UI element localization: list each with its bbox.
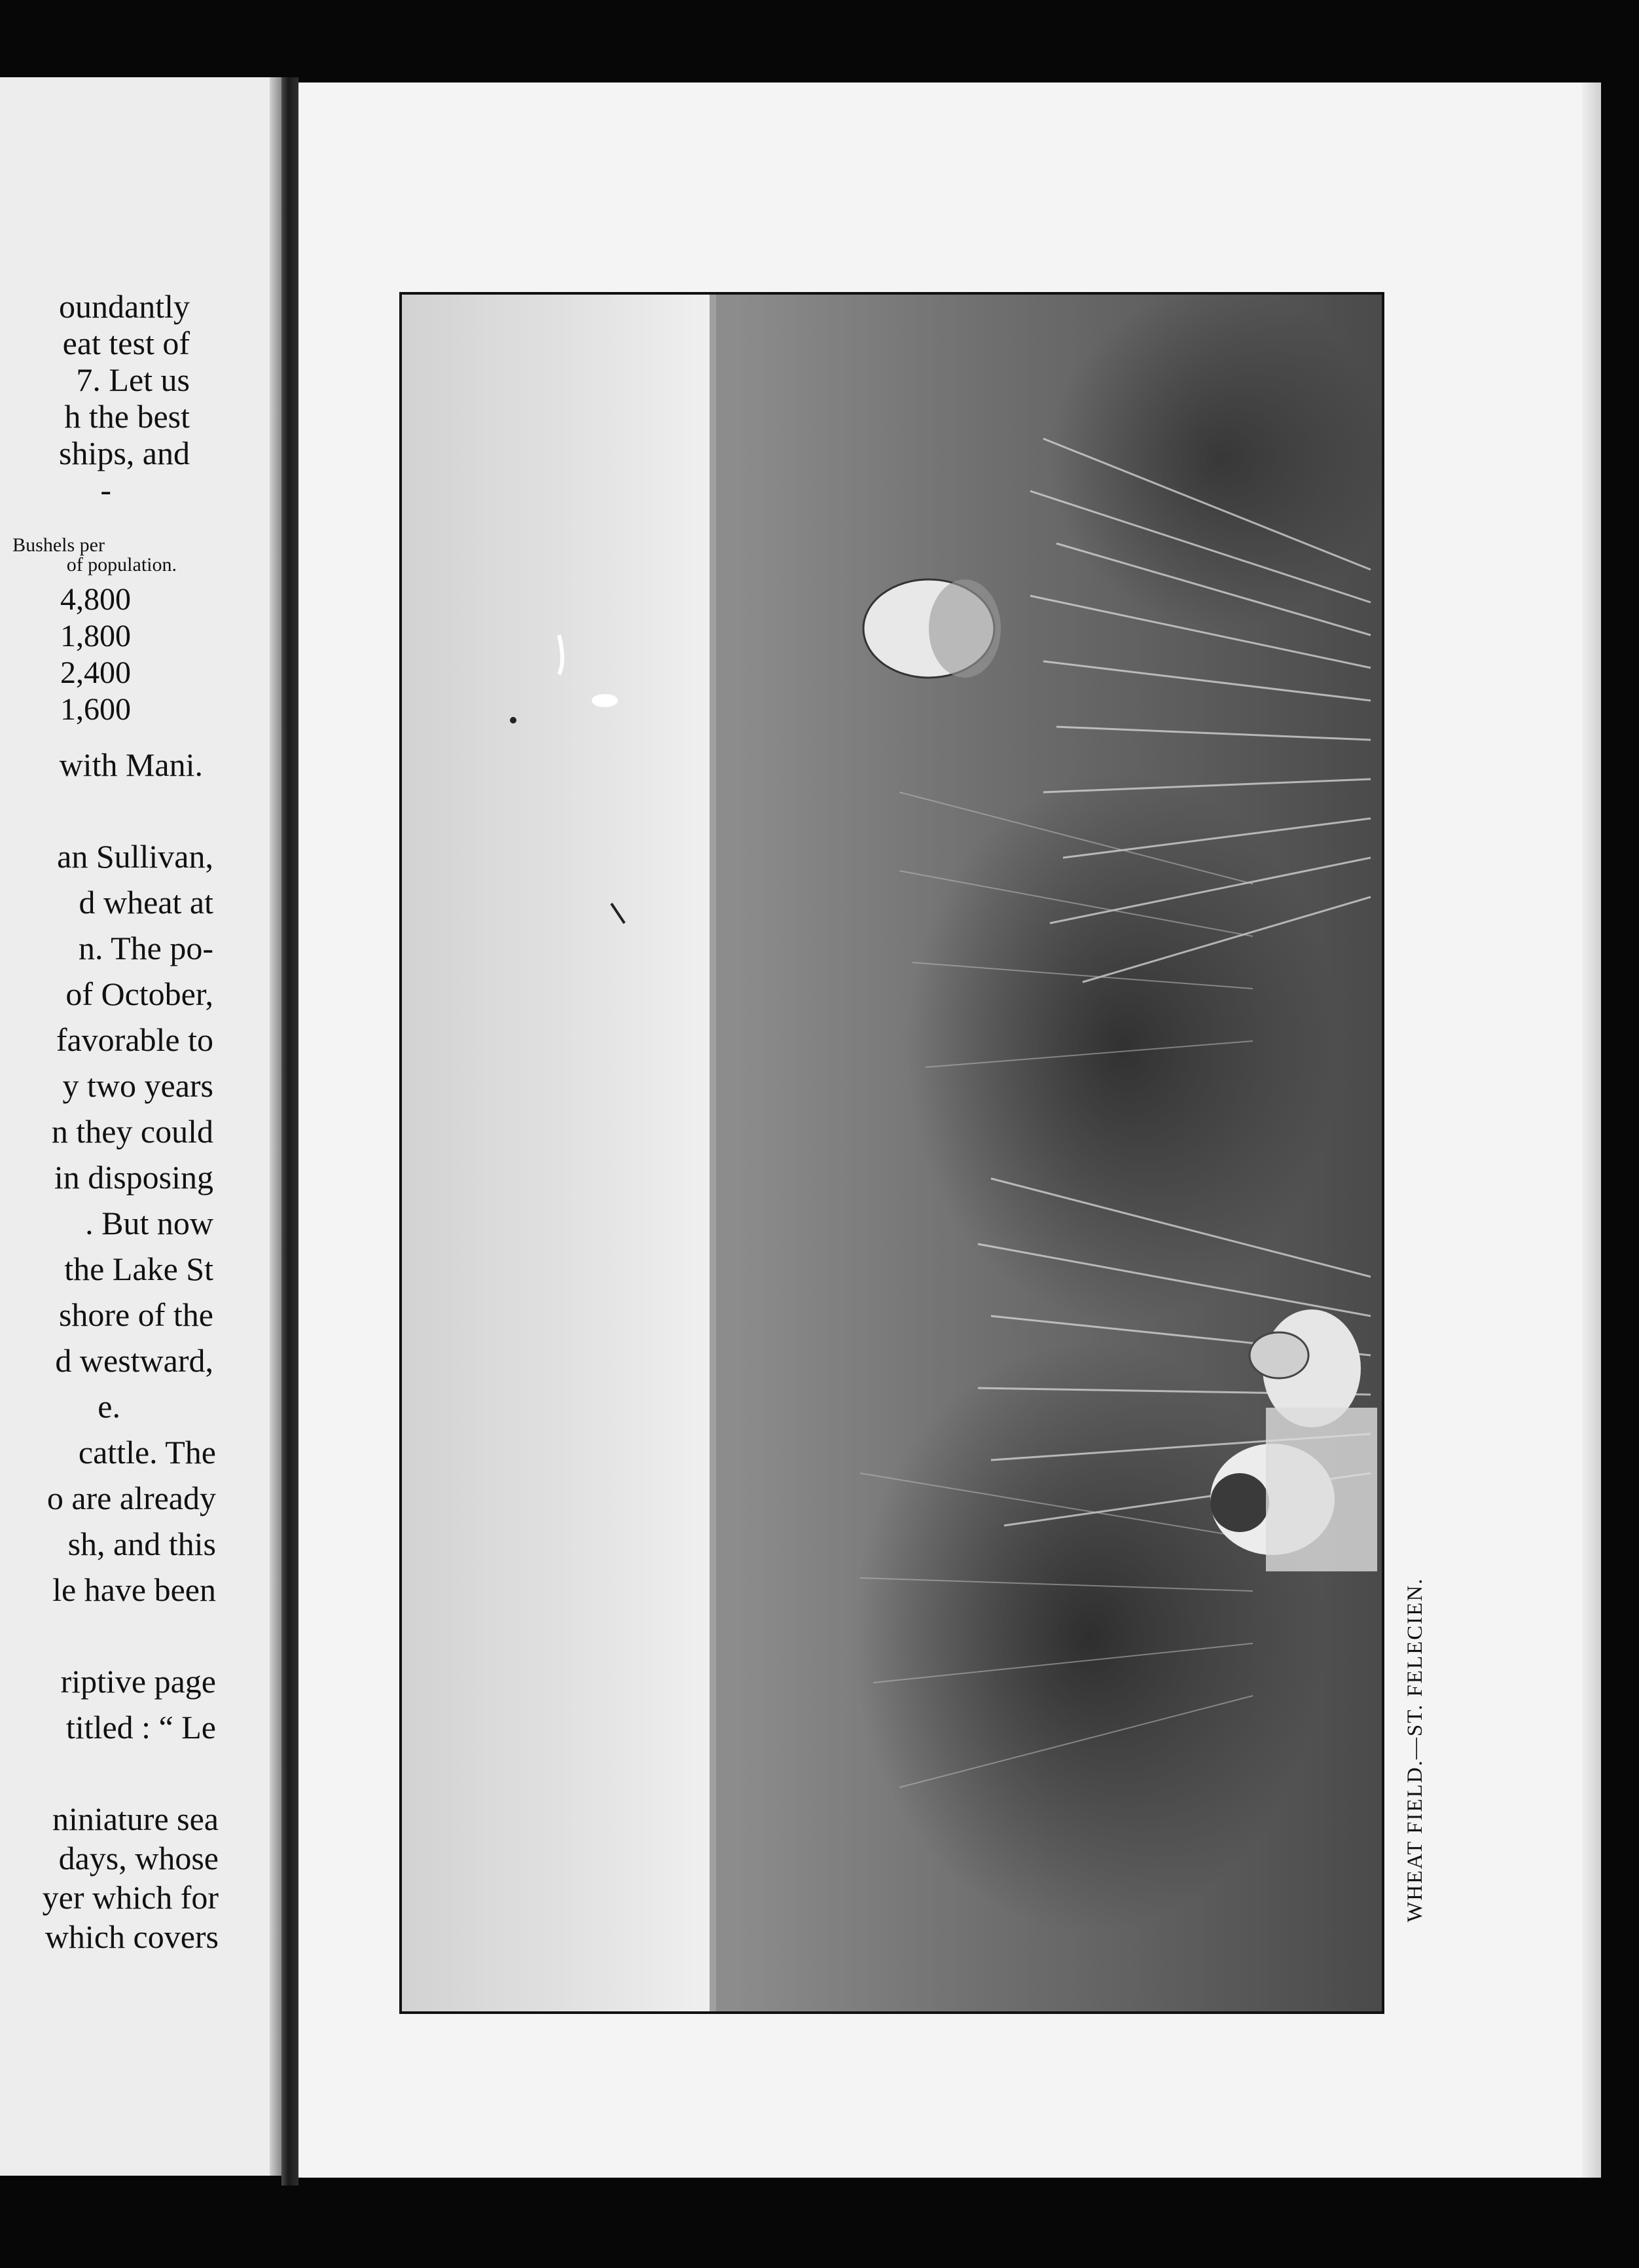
text-line: in disposing xyxy=(54,1159,213,1196)
text-line: - xyxy=(100,471,111,508)
left-page xyxy=(0,77,281,2176)
text-line: riptive page xyxy=(60,1663,216,1700)
text-line: sh, and this xyxy=(67,1526,216,1562)
table-value: 4,800 xyxy=(60,582,131,617)
table-value: 1,600 xyxy=(60,692,131,727)
text-line: yer which for xyxy=(42,1879,219,1916)
text-line: e. xyxy=(98,1388,120,1425)
text-line: d wheat at xyxy=(79,884,213,921)
page-edge xyxy=(1581,82,1601,2178)
gutter-shadow xyxy=(270,77,281,2176)
text-line: the Lake St xyxy=(64,1251,213,1287)
text-line: an Sullivan, xyxy=(57,838,213,875)
wheat-field-photo xyxy=(399,292,1384,2014)
text-line: days, whose xyxy=(58,1840,219,1876)
text-line: which covers xyxy=(45,1918,219,1955)
caption-container xyxy=(1403,1464,1430,1922)
text-line: n they could xyxy=(51,1113,213,1150)
text-line: . But now xyxy=(85,1205,213,1241)
text-line: of October, xyxy=(65,976,213,1012)
table-header: Bushels per xyxy=(12,534,105,556)
text-line: with Mani. xyxy=(59,746,203,783)
text-line: shore of the xyxy=(58,1296,213,1333)
text-line: oundantly xyxy=(59,288,190,325)
text-line: h the best xyxy=(64,398,190,435)
text-line: eat test of xyxy=(62,325,190,361)
text-line: cattle. The xyxy=(78,1434,216,1471)
text-line: 7. Let us xyxy=(76,361,190,398)
table-value: 1,800 xyxy=(60,619,131,653)
left-page-text xyxy=(0,77,219,2176)
text-line: d westward, xyxy=(55,1342,213,1379)
right-page xyxy=(298,82,1601,2178)
text-line: o are already xyxy=(46,1480,216,1516)
table-value: 2,400 xyxy=(60,655,131,690)
text-line: le have been xyxy=(52,1571,216,1608)
text-line: titled : “ Le xyxy=(65,1709,216,1746)
text-line: favorable to xyxy=(56,1021,213,1058)
text-line: ships, and xyxy=(59,435,190,471)
text-line: n. The po- xyxy=(79,930,213,966)
text-line: niniature sea xyxy=(52,1801,219,1837)
table-header: of population. xyxy=(66,554,177,576)
text-line: y two years xyxy=(62,1067,213,1104)
book-spine xyxy=(281,77,298,2186)
photo-caption: WHEAT FIELD.—ST. FELECIEN. xyxy=(1403,1577,1427,1922)
